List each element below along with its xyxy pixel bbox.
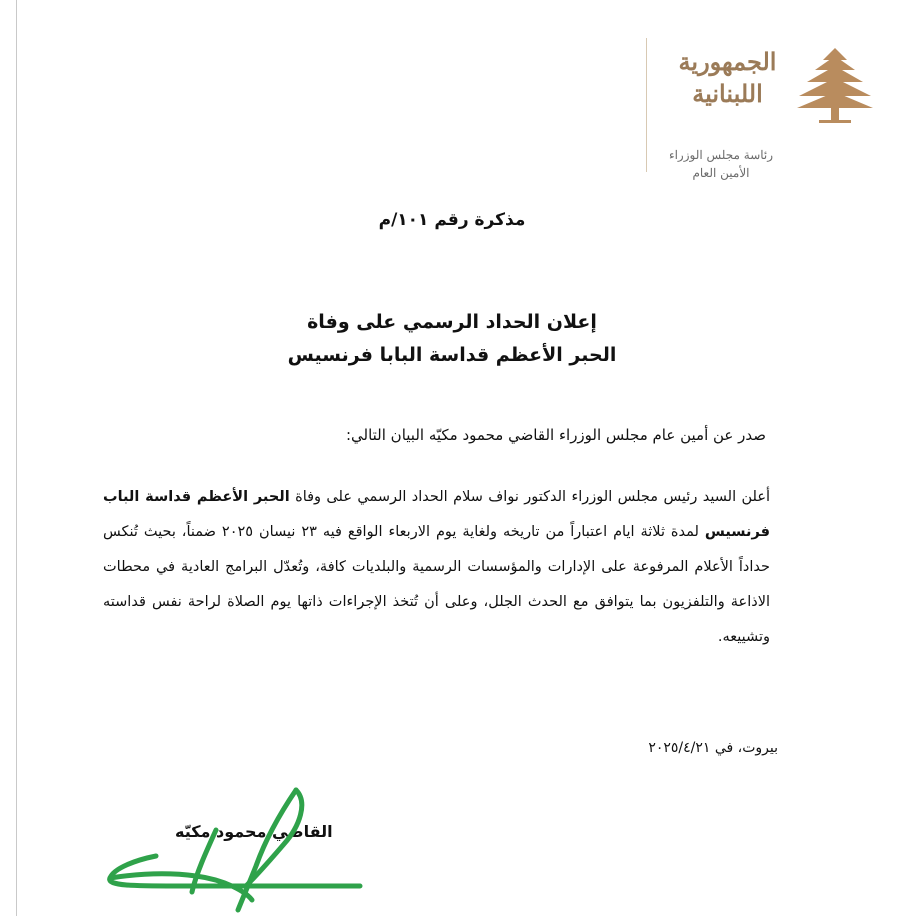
body-paragraph bbox=[103, 480, 770, 655]
intro-paragraph: صدر عن أمين عام مجلس الوزراء القاضي محمود مكيّه البيان التالي: bbox=[345, 426, 766, 444]
memo-number: مذكرة رقم ١٠١/م bbox=[378, 210, 526, 230]
page-edge-line bbox=[16, 0, 17, 916]
office-line-2: الأمين العام bbox=[692, 166, 750, 180]
republic-calligraphy bbox=[665, 46, 790, 110]
crest-line-1: الجمهورية bbox=[678, 47, 777, 76]
body-part-2: لمدة ثلاثة ايام اعتباراً من تاريخه ولغاية يوم الاربعاء الواقع فيه ٢٣ نيسان ٢٠٢٥ ضمناً، بحيث تُنكس حداداً الأعلام المرفوعة على الإدارات والمؤسسات الرسمية والبلديات كافة، وتُعدّل البرامج العادية في محطات الاذاعة والتلفزيون بما يتوافق مع الحدث الجلل، وعلى أن تُتخذ الإجراءات ذاتها يوم الصلاة لراحة نفس قداسته وتشييعه. bbox=[103, 524, 770, 645]
body-part-1: أعلن السيد رئيس مجلس الوزراء الدكتور نواف سلام الحداد الرسمي على وفاة bbox=[295, 489, 771, 505]
crest-line-2: اللبنانية bbox=[692, 79, 763, 108]
signer-name: القاضي محمود مكيّه bbox=[175, 822, 333, 841]
office-title bbox=[655, 146, 787, 182]
handwritten-signature bbox=[96, 782, 366, 916]
title-line-2: الحبر الأعظم قداسة البابا فرنسيس bbox=[287, 344, 617, 366]
header-divider bbox=[646, 38, 647, 172]
date-line: بيروت، في ٢٠٢٥/٤/٢١ bbox=[648, 740, 778, 756]
office-line-1: رئاسة مجلس الوزراء bbox=[668, 148, 774, 162]
announcement-title bbox=[0, 306, 904, 372]
body-bold-pope: الحبر الأعظم قداسة الباب فرنسيس bbox=[103, 489, 770, 540]
letterhead bbox=[655, 40, 875, 190]
cedar-tree-icon bbox=[795, 46, 875, 126]
title-line-1: إعلان الحداد الرسمي على وفاة bbox=[307, 311, 597, 333]
memo-number-row bbox=[0, 210, 904, 230]
